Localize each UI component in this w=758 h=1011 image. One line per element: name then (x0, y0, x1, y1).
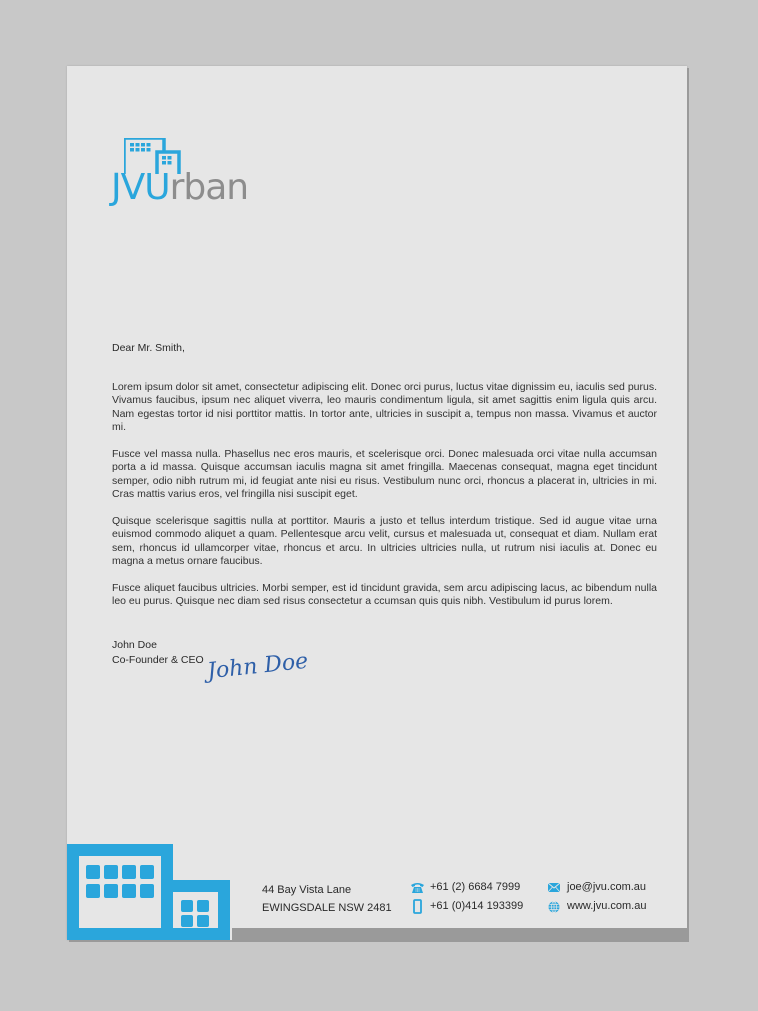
phone-number[interactable]: +61 (2) 6684 7999 (430, 881, 521, 893)
letterhead-page (67, 66, 687, 940)
signer-name: John Doe (112, 639, 157, 651)
mobile-number[interactable]: +61 (0)414 193399 (430, 900, 524, 912)
footer-bar (232, 928, 687, 940)
website-row (547, 897, 646, 916)
email-link[interactable]: joe@jvu.com.au (567, 881, 647, 893)
logo-wordmark (111, 168, 248, 208)
telephone-icon (410, 881, 424, 895)
envelope-icon (547, 881, 561, 895)
globe-icon (547, 900, 561, 914)
letter-body (112, 381, 657, 622)
jvurban-logo (111, 138, 271, 208)
phone-block (410, 878, 523, 916)
logo-jvu: JVU (111, 167, 170, 208)
mobile-row (410, 897, 523, 916)
paragraph-1: Lorem ipsum dolor sit amet, consectetur adipiscing elit. Donec orci purus, luctus vitae dignissim eu, iaculis sed purus. Vivamus faucibus, ipsum nec aliquet viverra, leo mauris condimentum ligula, sit amet sagittis enim ligula quis arcu. Nam egestas tortor id nisi porttitor mattis. In tortor ante, ultricies in suscipit a, tempus non massa. Vivamus et auctor mi. (112, 381, 657, 434)
salutation: Dear Mr. Smith, (112, 342, 185, 354)
signer-title: Co-Founder & CEO (112, 654, 204, 666)
handwritten-signature: John Doe (205, 648, 310, 685)
logo-rban: rban (169, 167, 249, 208)
paragraph-3: Quisque scelerisque sagittis nulla at porttitor. Mauris a justo et tellus interdum tristique. Sed id augue vitae urna euismod commodo aliquet a quam. Pellentesque arcu velit, cursus et malesuada ut, consequat et diam. Nullam erat sem, rhoncus id ullamcorper vitae, rhoncus et arcu. In ultricies ultricies nulla, ut rutrum nisi iaculis at. Donec eu magna a metus ornare faucibus. (112, 515, 657, 568)
address-block (262, 881, 392, 917)
address-line-2: EWINGSDALE NSW 2481 (262, 902, 392, 914)
email-row (547, 878, 646, 897)
mobile-phone-icon (410, 900, 424, 914)
paragraph-4: Fusce aliquet faucibus ultricies. Morbi semper, est id tincidunt gravida, sem arcu adipiscing lacus, ac bibendum nulla leo eu purus. Quisque nec diam sed risus consectetur a ccumsan quis quis nibh. Vestibulum id purus lorem. (112, 582, 657, 608)
address-line-1: 44 Bay Vista Lane (262, 884, 352, 896)
paragraph-2: Fusce vel massa nulla. Phasellus nec eros mauris, et scelerisque orci. Donec malesuada orci vitae nulla accumsan porta a id massa. Quisque accumsan iaculis magna sit amet fringilla. Maecenas consequat, magna eget tincidunt semper, odio nibh rutrum mi, id feugiat ante nisi eu risus. Vestibulum nunc orci, rhoncus a placerat in, ultricies in mi. Cras mattis varius eros, vel fringilla nisi suscipit eget. (112, 448, 657, 501)
web-block (547, 878, 646, 916)
website-link[interactable]: www.jvu.com.au (567, 900, 647, 912)
footer-building-graphic (67, 844, 233, 940)
phone-row (410, 878, 523, 897)
